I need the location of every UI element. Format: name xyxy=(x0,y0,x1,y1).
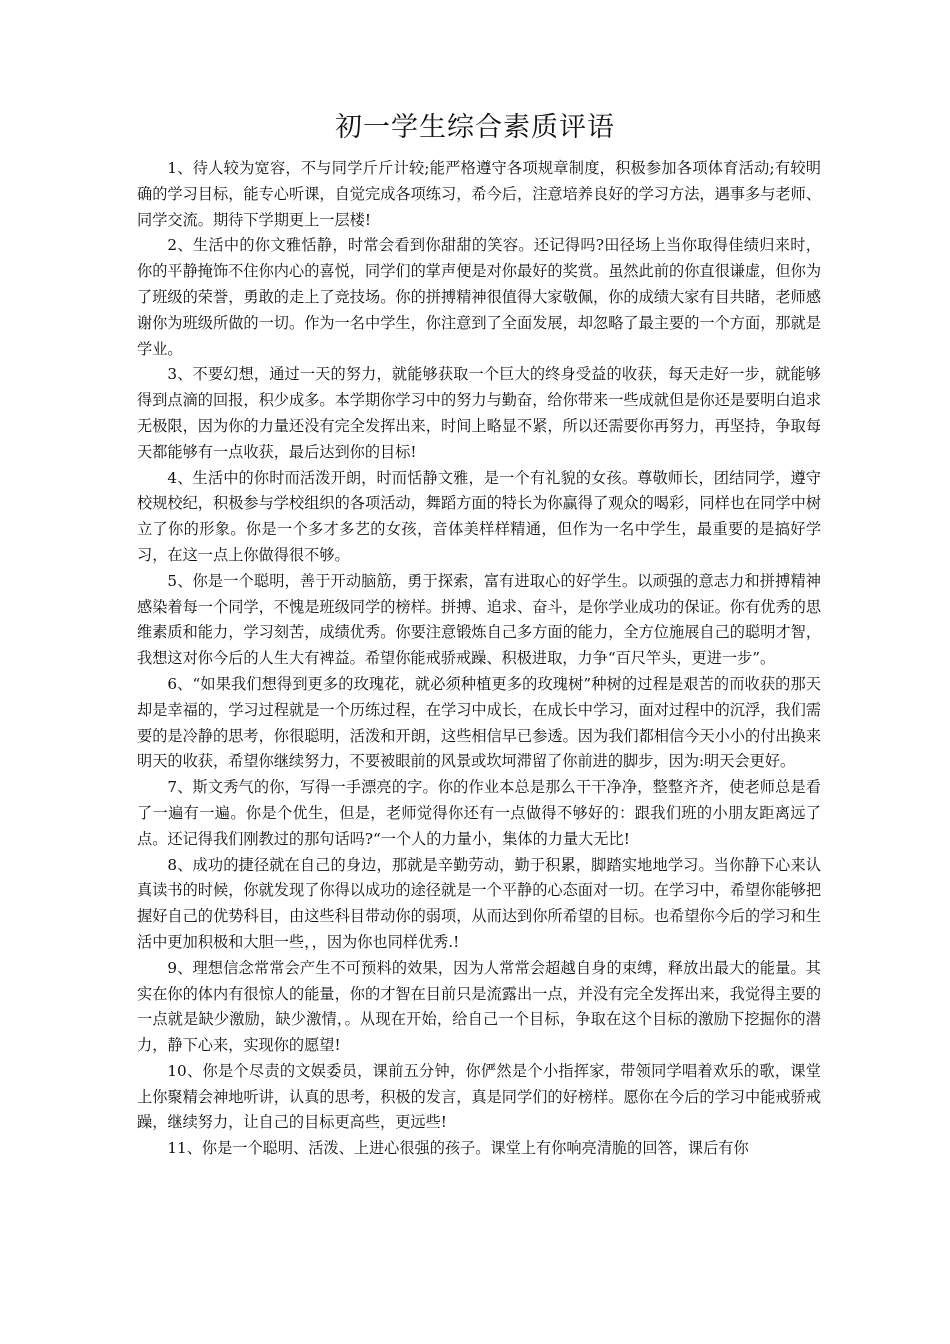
paragraph-6: 6、“如果我们想得到更多的玫瑰花，就必须种植更多的玫瑰树”种树的过程是艰苦的而收获的那天却是幸福的，学习过程就是一个历练过程，在学习中成长，在成长中学习，面对过程中的沉浮，我们需要的是冷静的思考，你很聪明，活泼和开朗，这些相信早已参透。因为我们都相信今天小小的付出换来明天的收获，希望你继续努力，不要被眼前的风景或坎坷滞留了你前进的脚步，因为:明天会更好。 xyxy=(137,674,821,771)
paragraph-2: 2、生活中的你文雅恬静，时常会看到你甜甜的笑容。还记得吗?田径场上当你取得佳绩归来时，你的平静掩饰不住你内心的喜悦，同学们的掌声便是对你最好的奖赏。虽然此前的你直很谦虚，但你为了班级的荣誉，勇敢的走上了竞技场。你的拼搏精神很值得大家敬佩，你的成绩大家有目共睹，老师感谢你为班级所做的一切。作为一名中学生，你注意到了全面发展，却忽略了最主要的一个方面，那就是学业。 xyxy=(137,236,821,358)
paragraph-3: 3、不要幻想，通过一天的努力，就能够获取一个巨大的终身受益的收获，每天走好一步，就能够得到点滴的回报，积少成多。本学期你学习中的努力与勤奋，给你带来一些成就但是你还是要明白追求无极限，因为你的力量还没有完全发挥出来，时间上略显不紧，所以还需要你再努力，再坚持，争取每天都能够有一点收获，最后达到你的目标! xyxy=(137,365,821,461)
paragraph-10: 10、你是个尽责的文娱委员，课前五分钟，你俨然是个小指挥家，带领同学唱着欢乐的歌，课堂上你聚精会神地听讲，认真的思考，积极的发言，真是同学们的好榜样。愿你在今后的学习中能戒骄戒躁，继续努力，让自己的目标更高些，更远些! xyxy=(137,1061,821,1132)
document-body xyxy=(137,156,821,1162)
paragraph-11: 11、你是一个聪明、活泼、上进心很强的孩子。课堂上有你响亮清脆的回答，课后有你 xyxy=(167,1139,749,1158)
paragraph-1: 1、待人较为宽容，不与同学斤斤计较;能严格遵守各项规章制度，积极参加各项体育活动;有较明确的学习目标，能专心听课，自觉完成各项练习，希今后，注意培养良好的学习方法，遇事多与老师、同学交流。期待下学期更上一层楼! xyxy=(137,159,821,229)
paragraph-9: 9、理想信念常常会产生不可预料的效果，因为人常常会超越自身的束缚，释放出最大的能量。其实在你的体内有很惊人的能量，你的才智在目前只是流露出一点，并没有完全发挥出来，我觉得主要的一点就是缺少激励，缺少激情，。从现在开始，给自己一个目标，争取在这个目标的激励下挖掘你的潜力，静下心来，实现你的愿望! xyxy=(137,958,821,1055)
paragraph-5: 5、你是一个聪明，善于开动脑筋，勇于探索，富有进取心的好学生。以顽强的意志力和拼搏精神感染着每一个同学，不愧是班级同学的榜样。拼搏、追求、奋斗，是你学业成功的保证。你有优秀的思维素质和能力，学习刻苦，成绩优秀。你要注意锻炼自己多方面的能力，全方位施展自己的聪明才智，我想这对你今后的人生大有裨益。希望你能戒骄戒躁、积极进取，力争“百尺竿头，更进一步”。 xyxy=(137,571,821,668)
paragraph-8: 8、成功的捷径就在自己的身边，那就是辛勤劳动，勤于积累，脚踏实地地学习。当你静下心来认真读书的时候，你就发现了你得以成功的途径就是一个平静的心态面对一切。在学习中，希望你能够把握好自己的优势科目，由这些科目带动你的弱项，从而达到你所希望的目标。也希望你今后的学习和生活中更加积极和大胆一些，，因为你也同样优秀.! xyxy=(137,855,821,951)
paragraph-7: 7、斯文秀气的你，写得一手漂亮的字。你的作业本总是那么干干净净，整整齐齐，使老师总是看了一遍有一遍。你是个优生，但是，老师觉得你还有一点做得不够好的：跟我们班的小朋友距离远了点。还记得我们刚教过的那句话吗?“一个人的力量小，集体的力量大无比! xyxy=(137,778,821,848)
paragraph-4: 4、生活中的你时而活泼开朗，时而恬静文雅，是一个有礼貌的女孩。尊敬师长，团结同学，遵守校规校纪，积极参与学校组织的各项活动，舞蹈方面的特长为你赢得了观众的喝彩，同样也在同学中树立了你的形象。你是一个多才多艺的女孩，音体美样样精通，但作为一名中学生，最重要的是搞好学习，在这一点上你做得很不够。 xyxy=(137,468,821,564)
document-title: 初一学生综合素质评语 xyxy=(335,112,615,143)
